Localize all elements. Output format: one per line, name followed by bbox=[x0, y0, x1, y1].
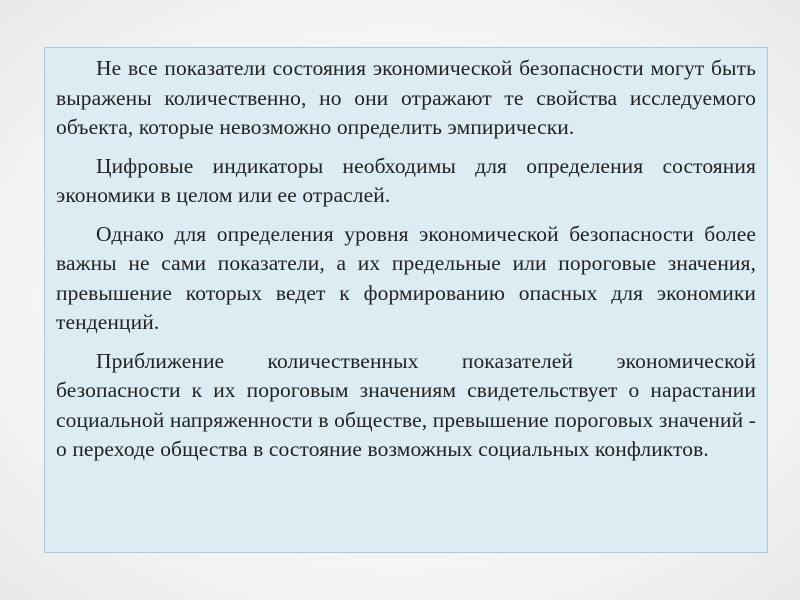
paragraph-1: Не все показатели состояния экономической безопасности могут быть выражены количественно, но они отражают те свойства исследуемого объекта, которые невозможно определить эмпирически. bbox=[56, 56, 756, 139]
paragraph-3: Однако для определения уровня экономической безопасности более важны не сами показатели, а их предельные или пороговые значения, превышение которых ведет к формированию опасных для экономики тенденций. bbox=[56, 221, 756, 334]
paragraph-4: Приближение количественных показателей экономической безопасности к их пороговым значениям свидетельствует о нарастании социальной напряженности в обществе, превышение пороговых значений - о переходе общества в состояние возможных социальных конфликтов. bbox=[56, 348, 756, 461]
text-box bbox=[44, 47, 768, 553]
paragraph-2: Цифровые индикаторы необходимы для определения состояния экономики в целом или ее отраслей. bbox=[56, 153, 756, 207]
